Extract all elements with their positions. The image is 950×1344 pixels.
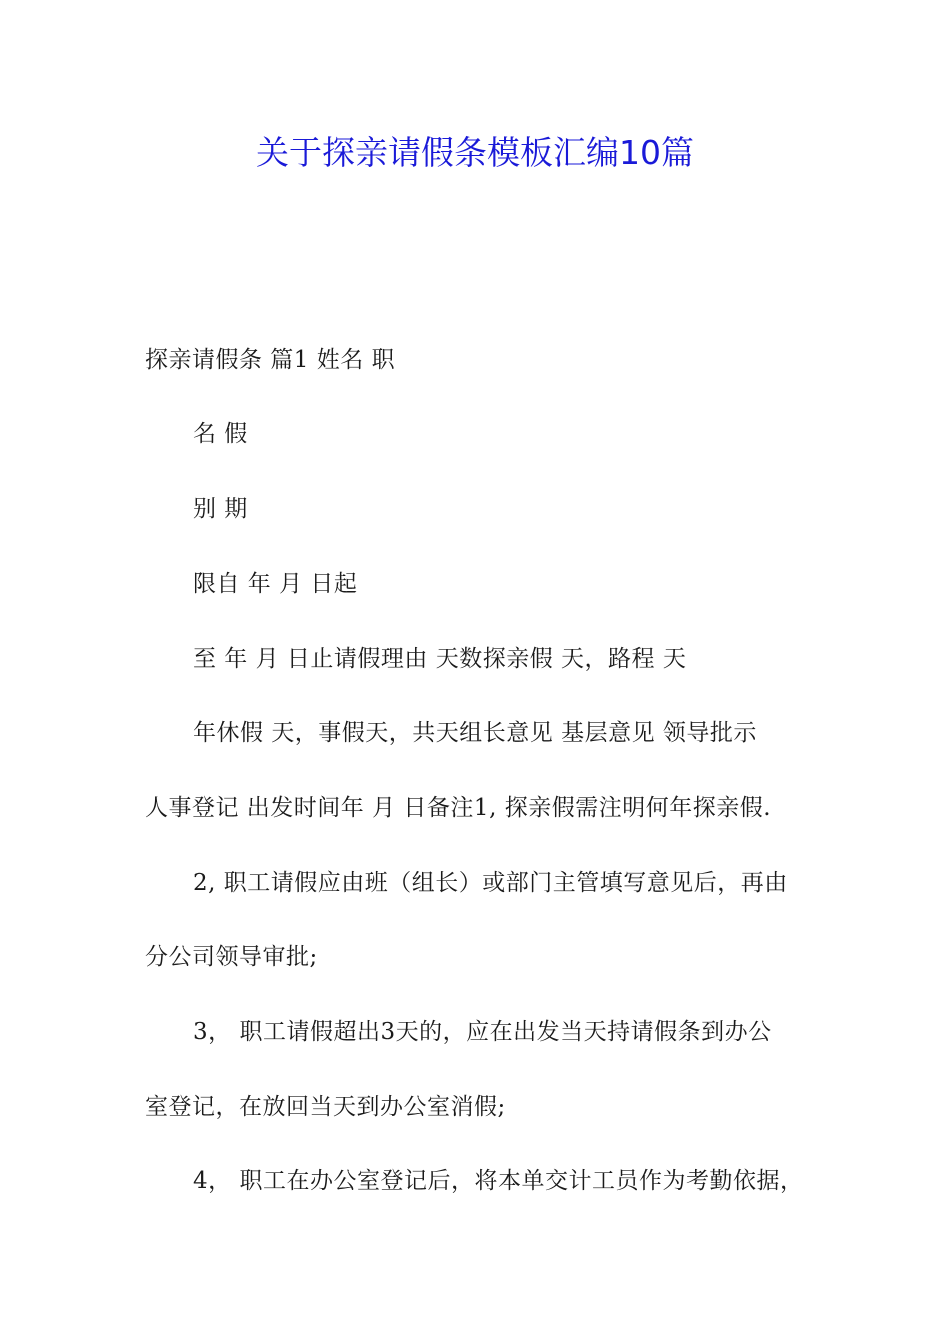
text-line: 3， 职工请假超出3天的，应在出发当天持请假条到办公 xyxy=(193,1019,772,1045)
text-line: 探亲请假条 篇1 姓名 职 xyxy=(145,347,396,373)
text-line: 4， 职工在办公室登记后，将本单交计工员作为考勤依据， xyxy=(193,1168,804,1194)
text-line: 限自 年 月 日起 xyxy=(193,571,358,597)
text-line: 人事登记 出发时间年 月 日备注1, 探亲假需注明何年探亲假. xyxy=(145,795,771,821)
text-line: 年休假 天，事假天，共天组长意见 基层意见 领导批示 xyxy=(193,720,757,746)
text-line: 至 年 月 日止请假理由 天数探亲假 天，路程 天 xyxy=(193,646,687,672)
text-line: 别 期 xyxy=(193,496,248,522)
text-line: 名 假 xyxy=(193,421,248,447)
text-line: 室登记，在放回当天到办公室消假; xyxy=(145,1094,506,1120)
text-line: 分公司领导审批; xyxy=(145,944,318,970)
text-line: 2, 职工请假应由班（组长）或部门主管填写意见后，再由 xyxy=(193,870,788,896)
document-title: 关于探亲请假条模板汇编10篇 xyxy=(256,133,694,172)
